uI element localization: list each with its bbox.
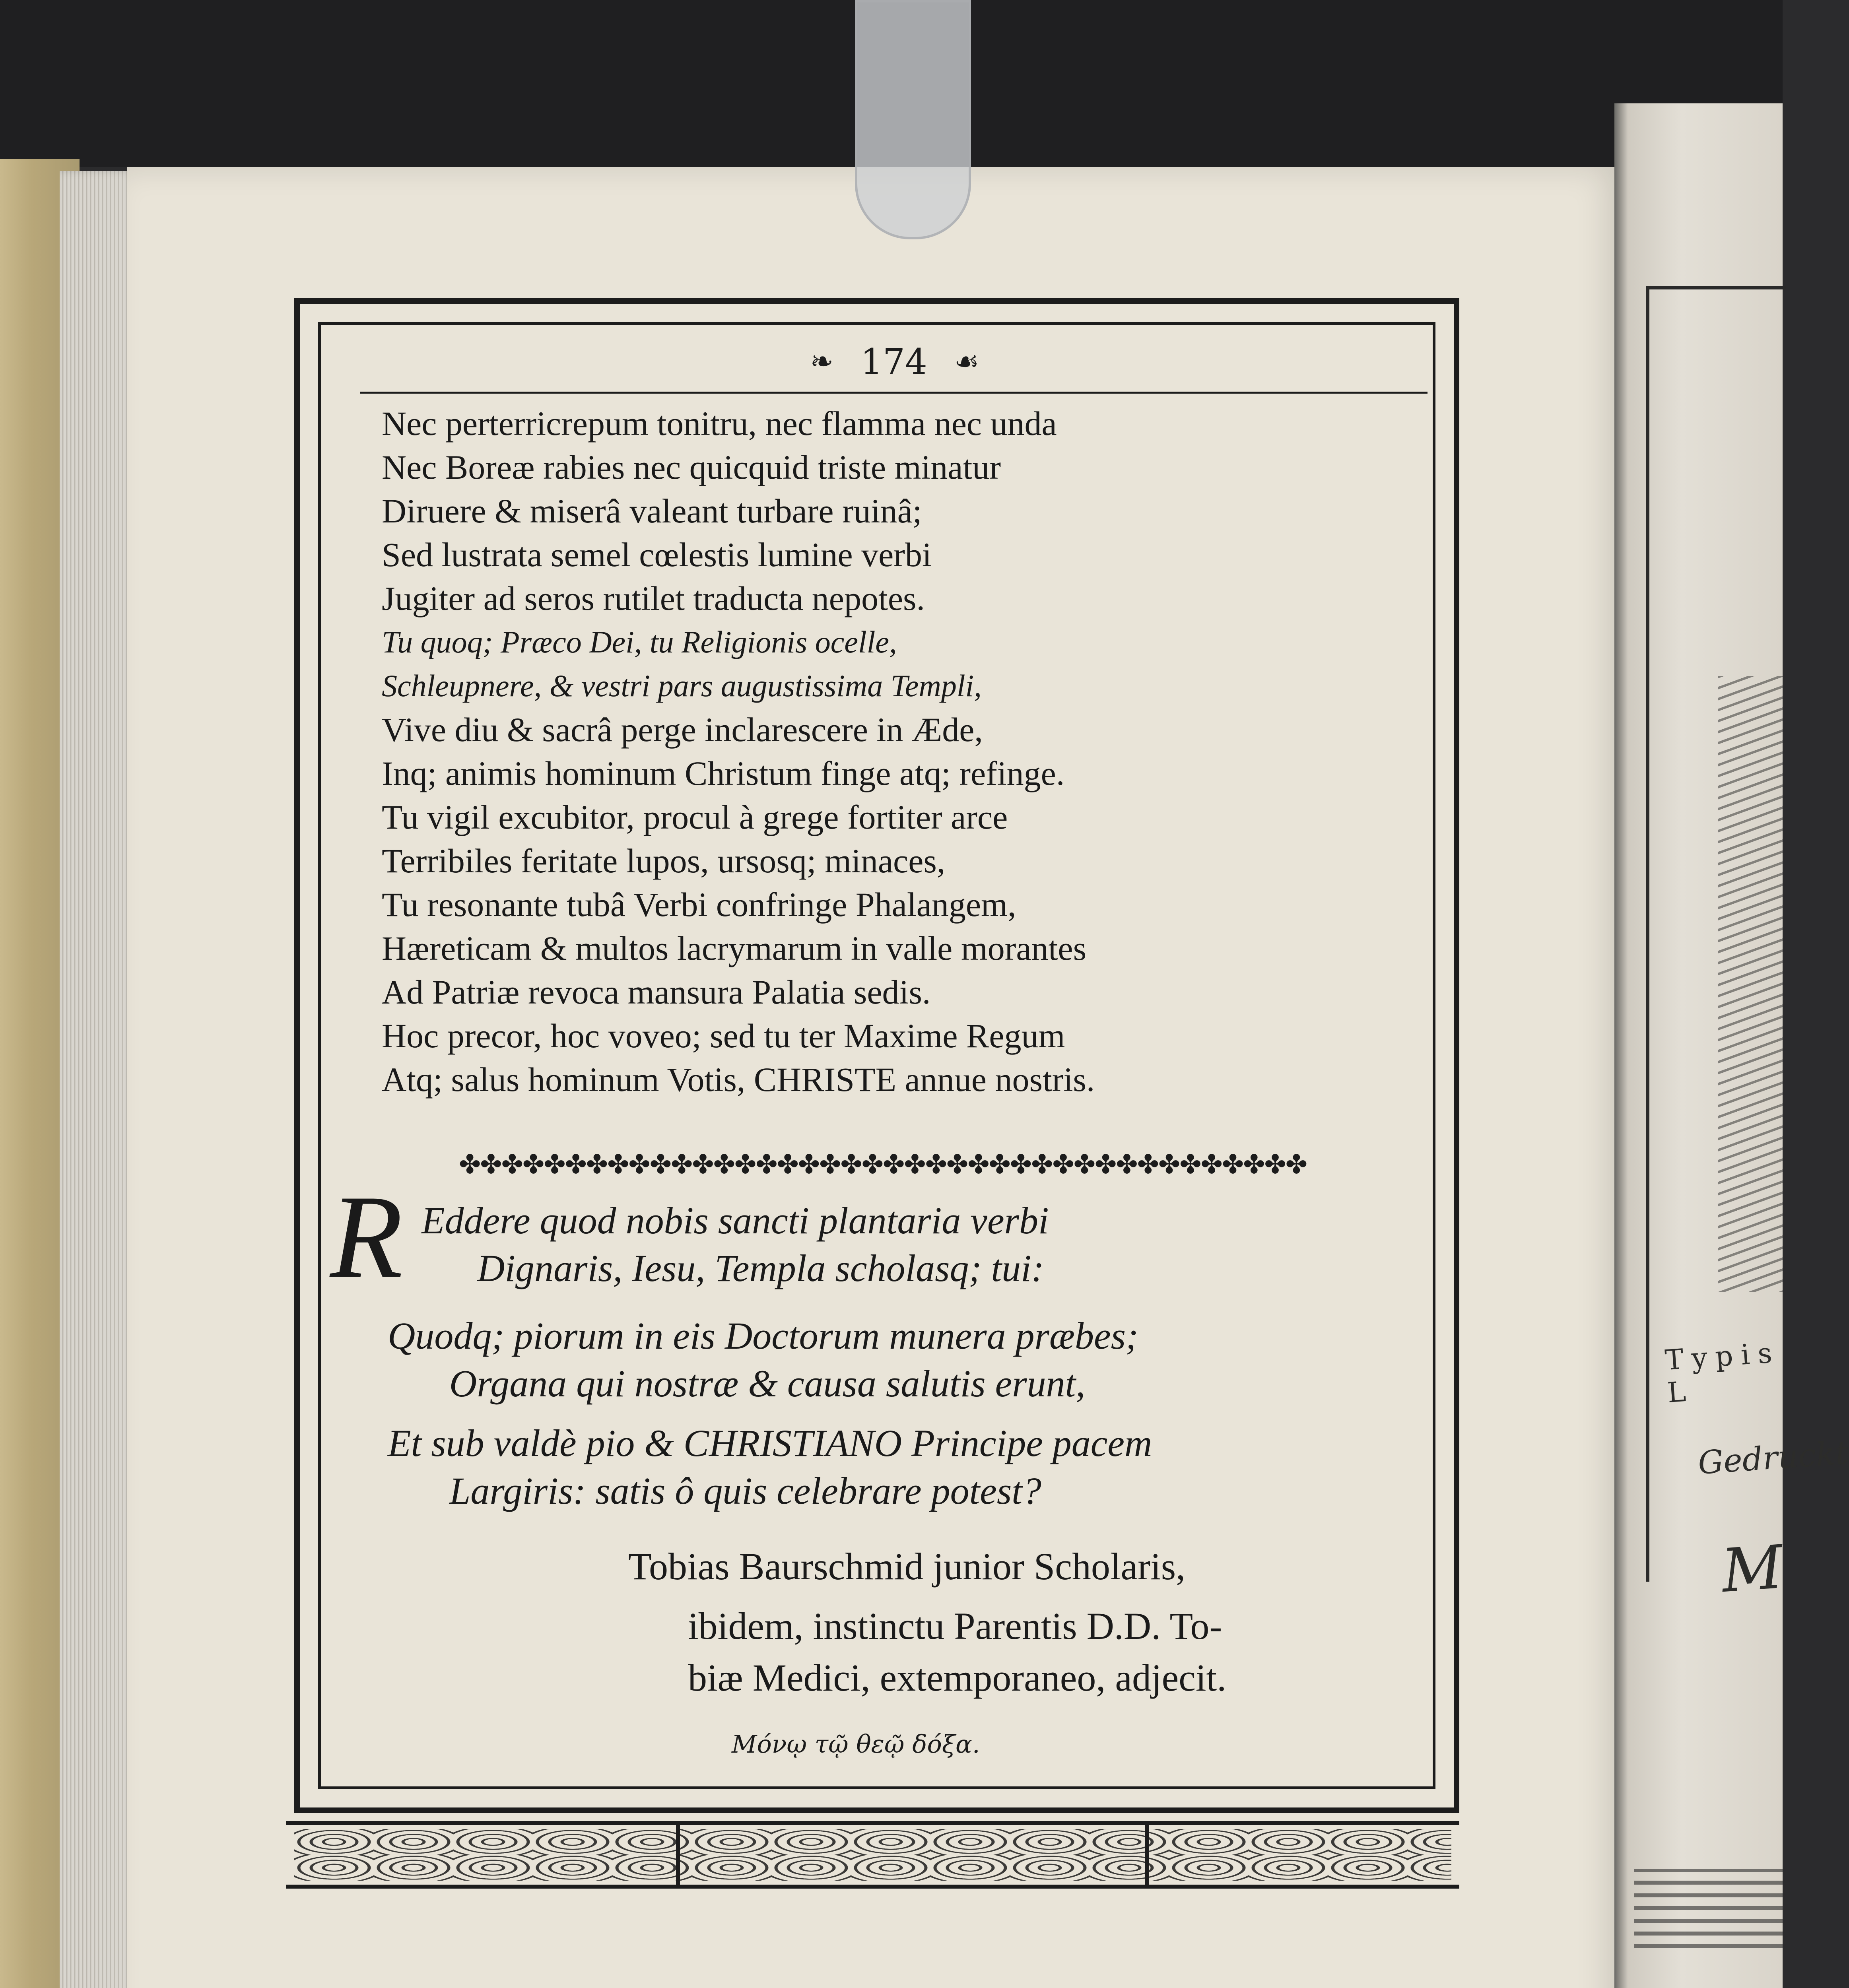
page-number: 174 [860, 341, 927, 382]
poem-line: Inq; animis hominum Christum finge atq; refinge. [382, 754, 1065, 792]
poem-line: Nec Boreæ rabies nec quicquid triste minatur [382, 448, 1001, 486]
poem-line: Hæreticam & multos lacrymarum in valle morantes [382, 929, 1087, 967]
poem-line: Sed lustrata semel cœlestis lumine verbi [382, 536, 932, 574]
poem-line: Diruere & miserâ valeant turbare ruinâ; [382, 492, 922, 530]
bottom-border-pattern [294, 1829, 1451, 1881]
epigram-line: Largiris: satis ô quis celebrare potest? [449, 1470, 1041, 1512]
fleuron-left-icon: ❧ [810, 345, 833, 378]
fleuron-right-icon: ☙ [954, 345, 979, 378]
signature-line: ibidem, instinctu Parentis D.D. To- [688, 1605, 1222, 1647]
poem-line: Tu quoq; Præco Dei, tu Religionis ocelle, [382, 625, 897, 659]
poem-line: Hoc precor, hoc voveo; sed tu ter Maxime Regum [382, 1017, 1065, 1055]
poem-line: Nec perterricrepum tonitru, nec flamma nec unda [382, 404, 1057, 443]
header-rule [360, 392, 1428, 394]
book-page-edges [60, 171, 135, 1988]
epigram-line: Quodq; piorum in eis Doctorum munera præbes; [388, 1314, 1138, 1357]
book-clip-top [855, 0, 971, 239]
poem-line: Tu vigil excubitor, procul à grege fortiter arce [382, 798, 1008, 836]
signature-line: biæ Medici, extemporaneo, adjecit. [688, 1656, 1227, 1699]
page-header [756, 338, 1034, 390]
poem-block [382, 402, 1424, 1101]
bottom-border-divider [1145, 1825, 1149, 1885]
poem-line: Terribiles feritate lupos, ursosq; minaces, [382, 842, 946, 880]
poem-line: Jugiter ad seros rutilet traducta nepotes. [382, 579, 925, 617]
epigram-line: Et sub valdè pio & CHRISTIANO Principe pacem [388, 1422, 1152, 1464]
facing-page-ornament [1718, 676, 1783, 1292]
facing-page-gedruckt-text: Gedruckt [1697, 1434, 1849, 1482]
poem-line: Atq; salus hominum Votis, CHRISTE annue nostris. [382, 1060, 1095, 1099]
facing-page-m-letter: M [1719, 1532, 1785, 1606]
facing-page-bottom-border [1634, 1869, 1783, 1948]
poem-line: Ad Patriæ revoca mansura Palatia sedis. [382, 973, 931, 1011]
facing-page-typis-text: Typis L [1664, 1336, 1781, 1409]
epigram-line: Dignaris, Iesu, Templa scholasq; tui: [477, 1247, 1044, 1289]
ornament-divider: ✤✤✤✤✤✤✤✤✤✤✤✤✤✤✤✤✤✤✤✤✤✤✤✤✤✤✤✤✤✤✤✤✤✤✤✤✤✤✤✤ [458, 1149, 1307, 1180]
drop-cap: R [330, 1171, 403, 1303]
poem-line: Tu resonante tubâ Verbi confringe Phalangem, [382, 885, 1016, 924]
bottom-border-divider [676, 1825, 680, 1885]
epigram-line: Organa qui nostræ & causa salutis erunt, [449, 1362, 1086, 1405]
poem-line: Schleupnere, & vestri pars augustissima Templi, [382, 668, 982, 703]
greek-motto: Μόνῳ τῷ θεῷ δόξα. [732, 1730, 980, 1759]
epigram-line: Eddere quod nobis sancti plantaria verbi [421, 1199, 1049, 1242]
poem-line: Vive diu & sacrâ perge inclarescere in Æde, [382, 711, 983, 749]
signature-line: Tobias Baurschmid junior Scholaris, [628, 1545, 1186, 1588]
